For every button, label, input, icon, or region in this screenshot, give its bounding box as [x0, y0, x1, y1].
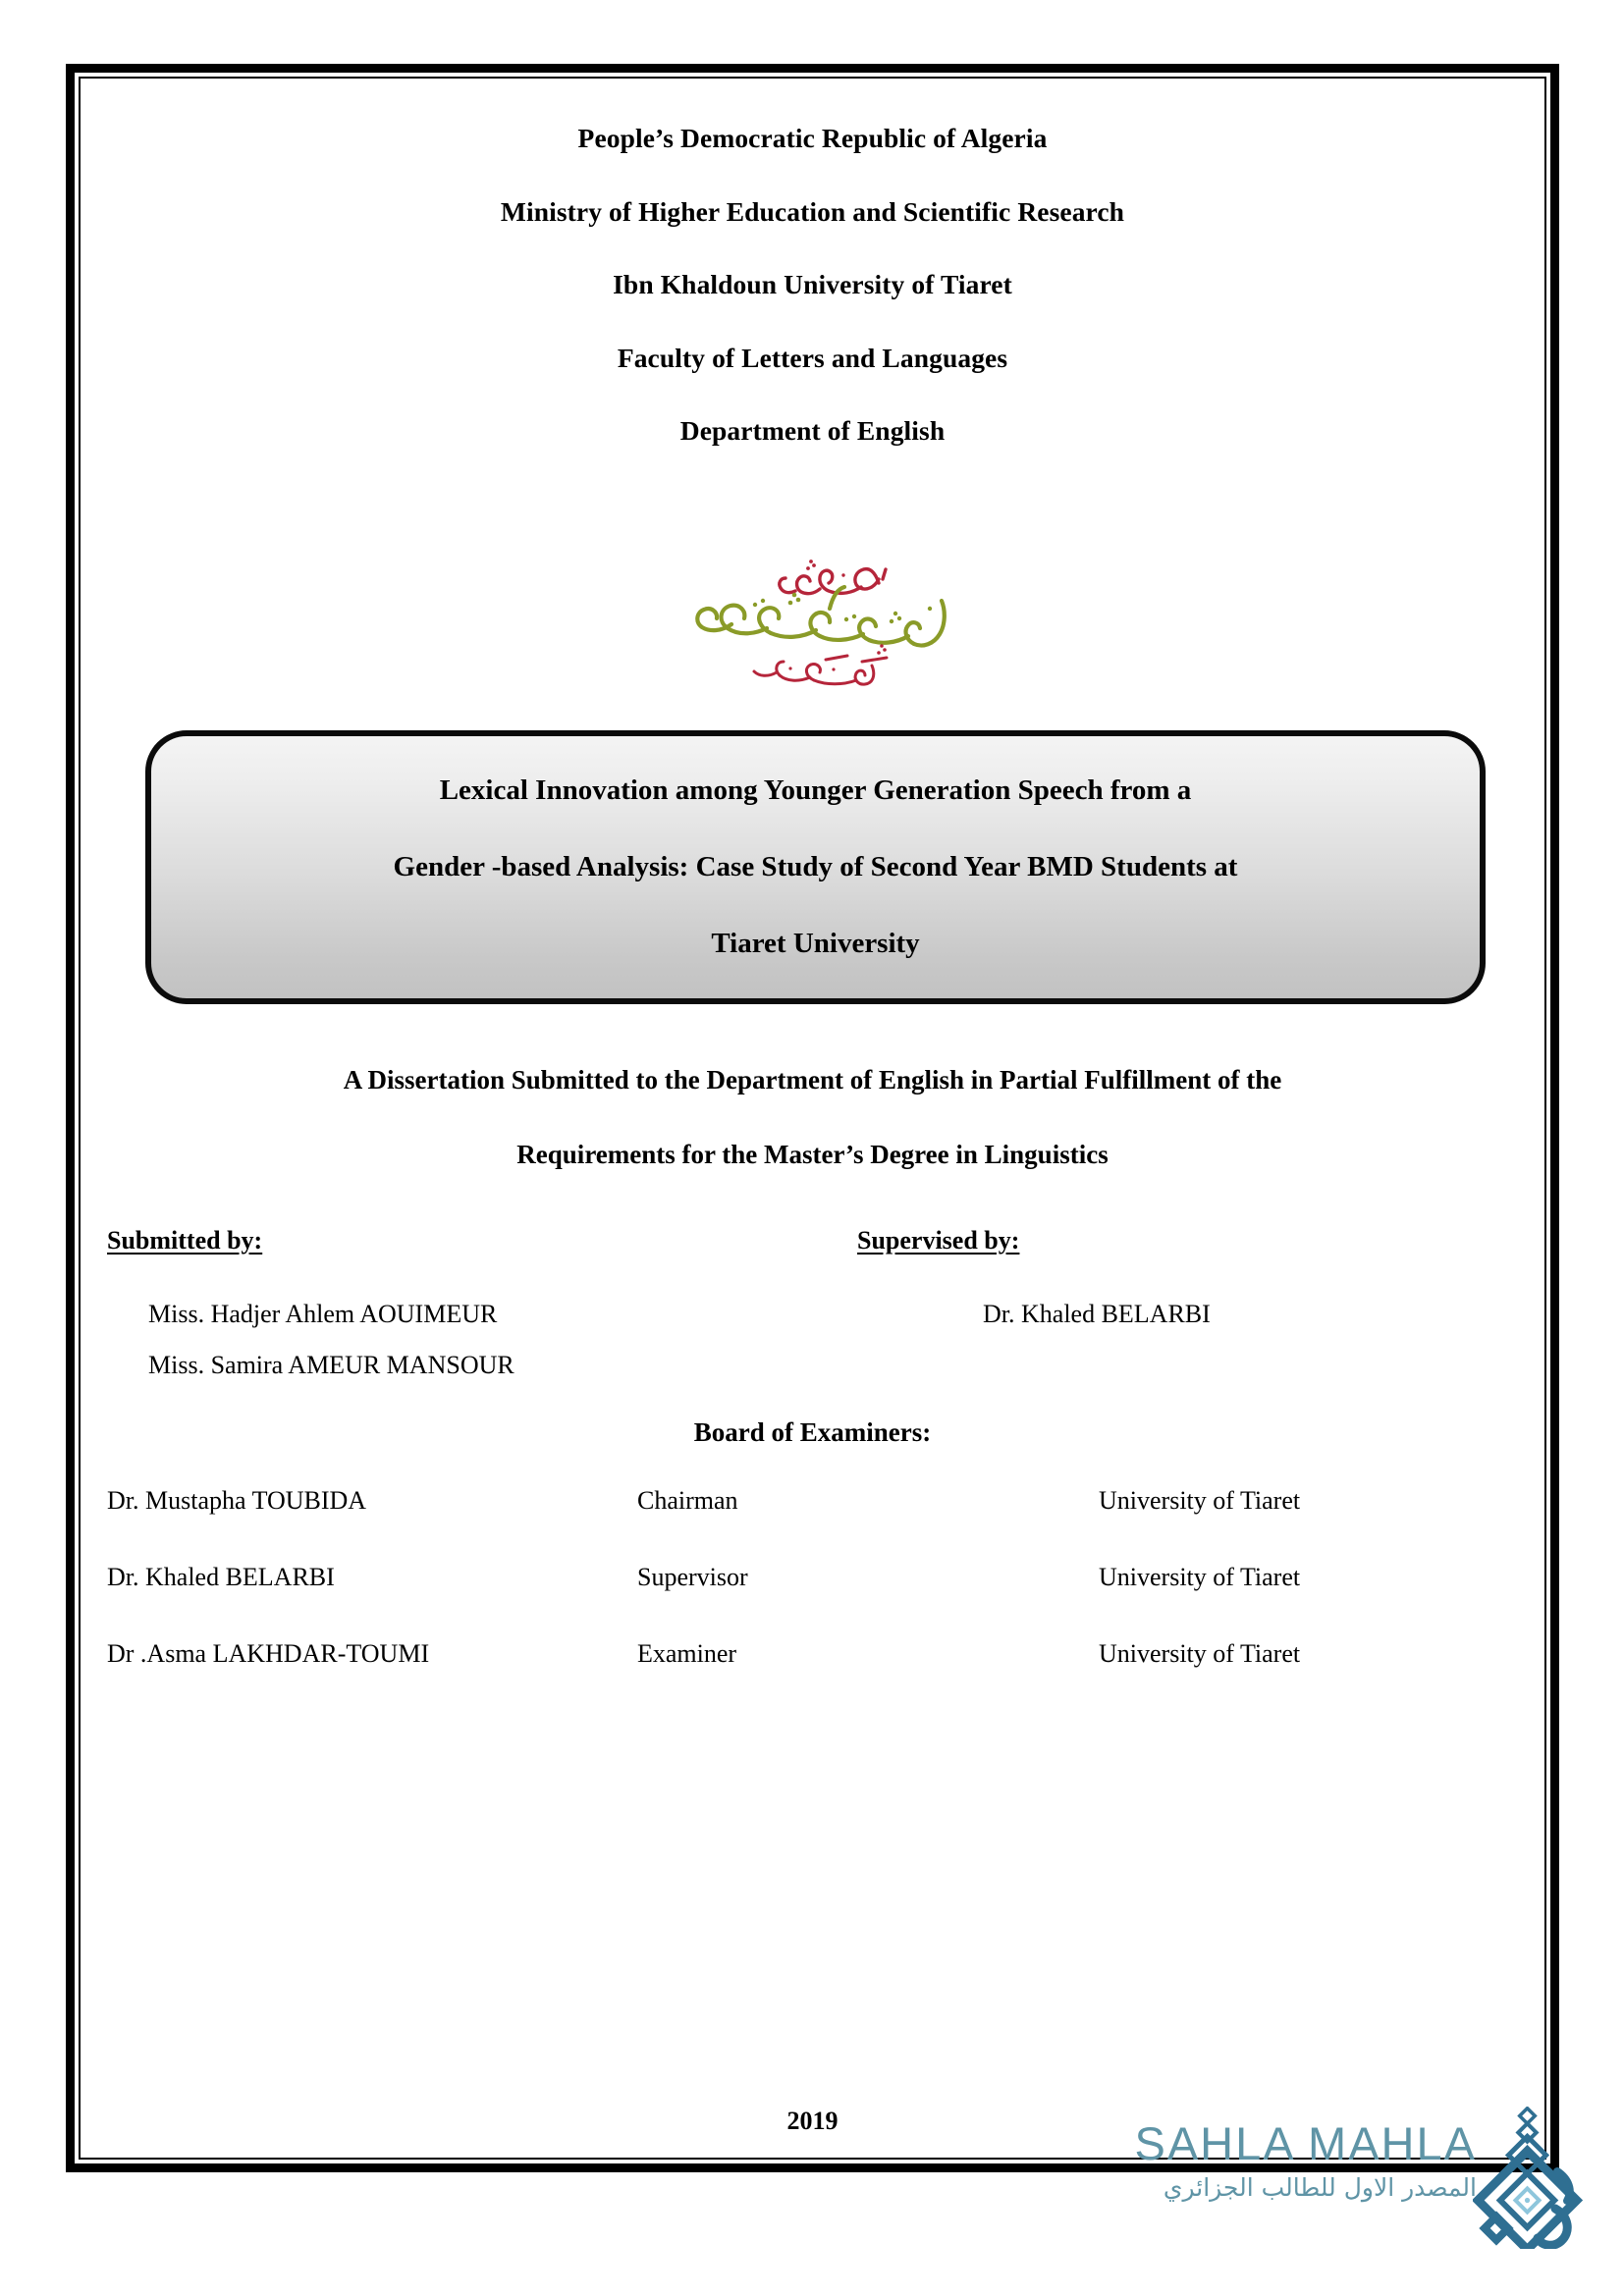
board-of-examiners-table — [107, 1488, 1482, 1718]
header-line-faculty: Faculty of Letters and Languages — [617, 342, 1008, 373]
supervised-by-column — [857, 1226, 1466, 1328]
examiner-affiliation: University of Tiaret — [1099, 1563, 1301, 1591]
title-line-3: Tiaret University — [711, 928, 920, 959]
examiner-name: Dr .Asma LAKHDAR-TOUMI — [107, 1639, 430, 1668]
ibn-khaldoun-calligraphy-icon — [651, 550, 975, 697]
student-name-1: Miss. Hadjer Ahlem AOUIMEUR — [148, 1300, 498, 1328]
header-line-department: Department of English — [679, 415, 946, 446]
table-row — [107, 1488, 1482, 1565]
dissertation-title-box — [145, 730, 1486, 1004]
examiner-name: Dr. Mustapha TOUBIDA — [107, 1486, 367, 1515]
institutional-header — [66, 125, 1559, 491]
title-line-2: Gender -based Analysis: Case Study of Second Year BMD Students at — [393, 851, 1238, 882]
examiner-name: Dr. Khaled BELARBI — [107, 1563, 335, 1591]
statement-line-1: A Dissertation Submitted to the Department of English in Partial Fulfillment of the — [343, 1065, 1282, 1095]
credits-section — [66, 1228, 1559, 1424]
examiner-role: Supervisor — [637, 1563, 748, 1591]
examiner-role: Chairman — [637, 1486, 738, 1515]
board-of-examiners-heading: Board of Examiners: — [693, 1417, 932, 1447]
student-name-2: Miss. Samira AMEUR MANSOUR — [148, 1351, 514, 1379]
supervised-by-heading: Supervised by: — [857, 1226, 1020, 1255]
cover-page-content — [66, 64, 1559, 2172]
header-line-ministry: Ministry of Higher Education and Scientific Research — [500, 195, 1125, 227]
title-line-1: Lexical Innovation among Younger Generation Speech from a — [439, 774, 1192, 806]
submitted-by-column — [107, 1226, 716, 1379]
watermark-title: SAHLA MAHLA — [1134, 2117, 1477, 2169]
examiner-affiliation: University of Tiaret — [1099, 1486, 1301, 1515]
table-row — [107, 1641, 1482, 1718]
submitted-by-heading: Submitted by: — [107, 1226, 263, 1255]
header-line-country: People’s Democratic Republic of Algeria — [577, 123, 1048, 153]
examiner-affiliation: University of Tiaret — [1099, 1639, 1301, 1668]
watermark-subtitle: المصدر الاول للطالب الجزائري — [1163, 2173, 1477, 2202]
supervisor-name: Dr. Khaled BELARBI — [983, 1300, 1211, 1328]
publication-year: 2019 — [786, 2107, 839, 2135]
examiner-role: Examiner — [637, 1639, 737, 1668]
table-row — [107, 1565, 1482, 1641]
statement-line-2: Requirements for the Master’s Degree in Linguistics — [516, 1140, 1109, 1169]
university-logo — [66, 550, 1559, 697]
header-line-university: Ibn Khaldoun University of Tiaret — [613, 269, 1012, 299]
submission-statement — [66, 1067, 1559, 1168]
